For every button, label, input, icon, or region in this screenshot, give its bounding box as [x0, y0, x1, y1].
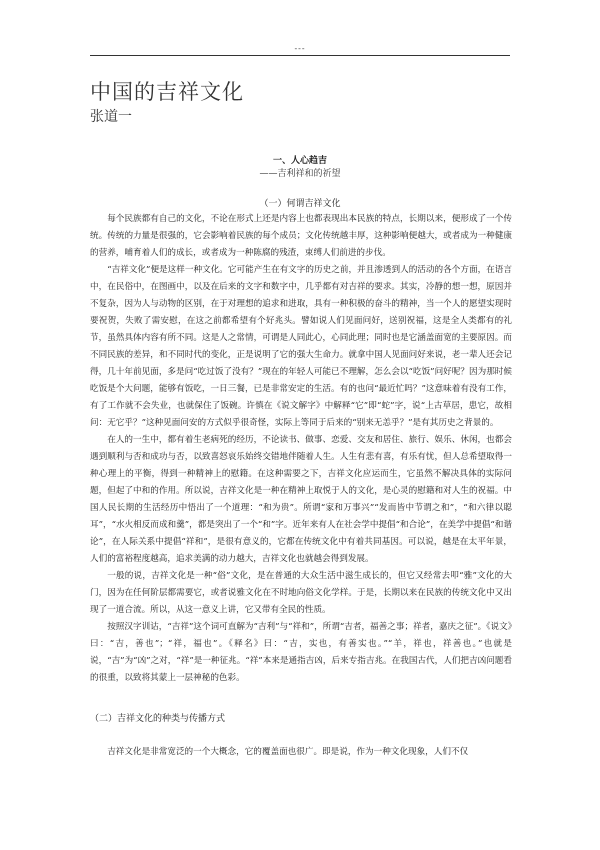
page-header-mark: ---	[294, 44, 306, 53]
paragraph: 按照汉字训诂，“吉祥”这个词可直解为“吉利”与“祥和”，所谓“吉者，福善之事；祥者，嘉庆之征”。《说文》曰：“吉，善也”；“祥，福也”。《释名》曰：“吉，实也，有善实也。”“羊，祥也，祥善也。”也就是说，“吉”为“凶”之对，“祥”是一种征兆。“祥”本来是通指吉凶，后来专指吉兆。在我国古代，人们把吉凶问题看的很重，以致将其蒙上一层神秘的色彩。	[90, 622, 512, 683]
subsection-heading-1: （一）何谓吉祥文化	[259, 199, 341, 209]
section-heading: 一、人心趋吉	[272, 156, 327, 166]
section-subtitle: ——吉利祥和的祈望	[259, 169, 341, 179]
paragraph: “吉祥文化”便是这样一种文化。它可能产生在有文字的历史之前，并且渗透到人的活动的各个方面，在语言中，在民俗中，在图画中，以及在后来的文字和数字中，几乎都有对吉祥的要求。其实，冷静的想一想，原因并不复杂，因为人与动物的区别，在于对理想的追求和进取，具有一种积极的奋斗的精神，当一个人的愿望实现时要祝贺，失败了需安慰，在这之前都希望有个好兆头。譬如说人们见面问好，送别祝福，这是全人类都有的礼节，虽然具体内容有所不同。这是人之常情，可谓是人同此心，心同此理；同时也是它涵盖面宽的主要原因。而不同民族的差异，和不同时代的变化，正是说明了它的强大生命力。就拿中国人见面问好来说，老一辈人还会记得，几十年前见面，多是问“吃过饭了没有？”现在的年轻人可能已不理解，怎么会以“吃饭”问好呢？因为那时候吃饭是个大问题，能够有饭吃，一日三餐，已是非常安定的生活。有的也问“最近忙吗？”这意味着有没有工作，有了工作就不会失业，也就保住了饭碗。许慎在《说文解字》中解释“它”即“蛇”字，说“上古草居，患它，故相问：无它乎？”这种见面问安的方式似乎很奇怪，实际上等同于后来的“别来无恙乎？”是有其历史之背景的。	[90, 265, 512, 428]
author-name: 张道一	[90, 109, 132, 125]
subsection-heading-2: （二）吉祥文化的种类与传播方式	[90, 714, 226, 724]
paragraph: 吉祥文化是非常宽泛的一个大概念，它的覆盖面也很广。即是说，作为一种文化现象，人们不仅	[107, 747, 469, 757]
paragraph: 在人的一生中，都有着生老病死的经历，不论读书、做事、恋爱、交友和居住、旅行、娱乐、休闲，也都会遇到顺利与否和成功与否，以致喜怒哀乐始终交错地伴随着人生。人生有悲有喜，有乐有忧，但人总希望取得一种心理上的平衡，得到一种精神上的慰籍。在这种需要之下，吉祥文化应运而生，它虽然不解决具体的实际问题，但起了中和的作用。所以说，吉祥文化是一种在精神上取悦于人的文化，是心灵的慰籍和对人生的祝福。中国人民长期的生活经历中悟出了一个道理：“和为贵”。所谓“家和万事兴”“发而皆中节谓之和”，“和六律以聪耳”，“水火相反而成和羹”，都是突出了一个“和”字。近年来有人在社会学中提倡“和合论”，在美学中提倡“和谐论”，在人际关系中提倡“祥和”，是很有意义的，它都在传统文化中有着共同基因。可以说，越是在太平年景，人们的富裕程度越高，追求美满的动力越大，吉祥文化也就越会得到发展。	[90, 435, 512, 564]
paragraph: 每个民族都有自己的文化，不论在形式上还是内容上也都表现出本民族的特点，长期以来，便形成了一个传统。传统的力量是很强的，它会影响着民族的每个成员；文化传统越丰厚，这种影响便越大，或者成为一种健康的营养，哺育着人们的成长，或者成为一种陈腐的残渣，束缚人们前进的步伐。	[90, 214, 512, 258]
document-title: 中国的吉祥文化	[90, 80, 244, 104]
body-text-continued	[90, 744, 512, 761]
header-divider	[90, 55, 510, 56]
body-text-main	[90, 211, 512, 687]
paragraph: 一般的说，吉祥文化是一种“俗”文化，是在普通的大众生活中滋生成长的，但它又经常去叩“雅”文化的大门，因为在任何阶层都需要它，或者说雅文化在不时地向俗文化学样。于是，长期以来在民族的传统文化中又出现了一道合流。所以，从这一意义上讲，它又带有全民的性质。	[90, 571, 512, 615]
